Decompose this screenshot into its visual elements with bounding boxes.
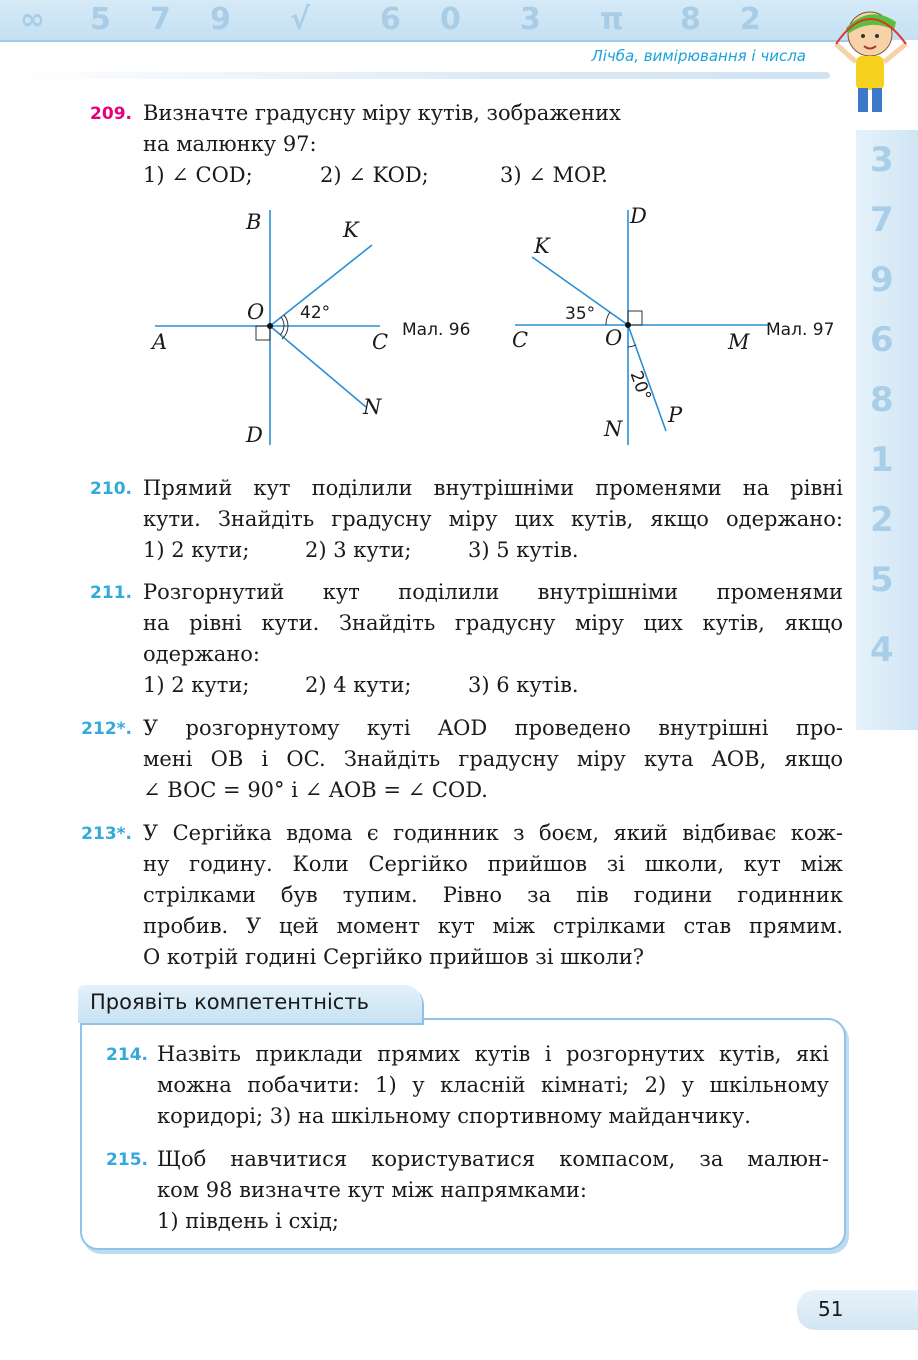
problem-text-line: ком 98 визначте кут між напрямками: [157, 1178, 587, 1202]
page-number: 51 [818, 1297, 844, 1321]
problem-part: 3) 5 кутів. [468, 538, 579, 562]
point-label-a: A [152, 330, 168, 354]
problem-text-line: на малюнку 97: [143, 132, 317, 156]
problem-text-line: можна побачити: 1) у класній кімнаті; 2) у шкільному [157, 1073, 829, 1097]
problem-part: 2) ∠ KOD; [320, 163, 429, 187]
point-label-o: O [605, 326, 623, 350]
figure-caption: Мал. 96 [402, 320, 471, 340]
side-decorative-band: 3 7 9 6 8 1 2 5 4 [856, 130, 918, 730]
point-label-c: C [512, 328, 529, 352]
angle-arc [284, 315, 288, 326]
problem-number: 210. [90, 479, 132, 499]
point-label-d: D [630, 204, 647, 228]
problem-part: 3) 6 кутів. [468, 673, 579, 697]
angle-arc [628, 345, 636, 347]
problem-text-line: Розгорнутий кут поділили внутрішніми променями [143, 580, 843, 604]
problem-number: 212*. [81, 719, 132, 739]
point-label-n: N [604, 417, 623, 441]
point-o [625, 322, 631, 328]
problem-text-line: одержано: [143, 642, 260, 666]
point-label-c: C [372, 330, 389, 354]
problem-text-line: 1) південь і схід; [157, 1209, 339, 1233]
problem-text-line: коридорі; 3) на шкільному спортивному майданчику. [157, 1104, 751, 1128]
point-label-p: P [668, 403, 683, 427]
angle-label: 42° [300, 303, 331, 323]
header-rule [0, 72, 830, 79]
point-o [267, 323, 273, 329]
figure-caption: Мал. 97 [766, 320, 835, 340]
problem-text-line: О котрій годині Сергійко прийшов зі школи? [143, 945, 644, 969]
ray-on [270, 326, 366, 407]
problem-text-line: ∠ BOC = 90° і ∠ AOB = ∠ COD. [143, 778, 488, 802]
mascot-illustration [826, 4, 914, 128]
problem-text-line: У Сергійка вдома є годинник з боєм, який відбиває кож- [143, 821, 843, 845]
problem-text-line: Щоб навчитися користуватися компасом, за малюн- [157, 1147, 829, 1171]
problem-number: 214. [106, 1045, 148, 1065]
point-label-d: D [246, 423, 263, 447]
problem-part: 2) 4 кути; [305, 673, 412, 697]
point-label-n: N [363, 395, 382, 419]
problem-text-line: У розгорнутому куті AOD проведено внутрішні про- [143, 716, 843, 740]
problem-text-line: мені OB і OC. Знайдіть градусну міру кута AOB, якщо [143, 747, 843, 771]
angle-label: 35° [565, 304, 596, 324]
problem-part: 1) 2 кути; [143, 538, 250, 562]
point-label-m: M [728, 330, 750, 354]
top-decorative-band: ∞ 5 7 9 √ 6 0 3 π 8 2 [0, 0, 918, 40]
problem-part: 1) ∠ COD; [143, 163, 253, 187]
problem-number: 209. [90, 104, 132, 124]
problem-text-line: пробив. У цей момент кут між стрілками став прямим. [143, 914, 843, 938]
problem-text-line: Назвіть приклади прямих кутів і розгорнутих кутів, які [157, 1042, 829, 1066]
problem-number: 211. [90, 583, 132, 603]
point-label-k: K [343, 218, 359, 242]
section-title: Лічба, вимірювання і числа [591, 47, 806, 65]
problem-text-line: на рівні кути. Знайдіть градусну міру цих кутів, якщо [143, 611, 843, 635]
angle-label: 20° [625, 368, 655, 404]
problem-number: 215. [106, 1150, 148, 1170]
angle-arc [606, 312, 610, 325]
page-number-tab [797, 1290, 918, 1330]
point-label-o: O [247, 300, 265, 324]
problem-part: 1) 2 кути; [143, 673, 250, 697]
problem-text-line: кути. Знайдіть градусну міру цих кутів, якщо одержано: [143, 507, 843, 531]
problem-text-line: ну годину. Коли Сергійко прийшов зі школи, кут між [143, 852, 843, 876]
problem-part: 3) ∠ MOP. [500, 163, 608, 187]
top-rule [0, 40, 860, 42]
angle-arc [281, 317, 284, 326]
point-label-b: B [246, 210, 262, 234]
problem-text-line: стрілками був тупим. Рівно за пів години годинник [143, 883, 843, 907]
problem-text-line: Визначте градусну міру кутів, зображених [143, 101, 621, 125]
point-label-k: K [534, 234, 550, 258]
problem-part: 2) 3 кути; [305, 538, 412, 562]
problem-text-line: Прямий кут поділили внутрішніми променями на рівні [143, 476, 843, 500]
problem-number: 213*. [81, 824, 132, 844]
competence-title: Проявіть компетентність [90, 990, 369, 1014]
angle-arc [280, 326, 284, 335]
